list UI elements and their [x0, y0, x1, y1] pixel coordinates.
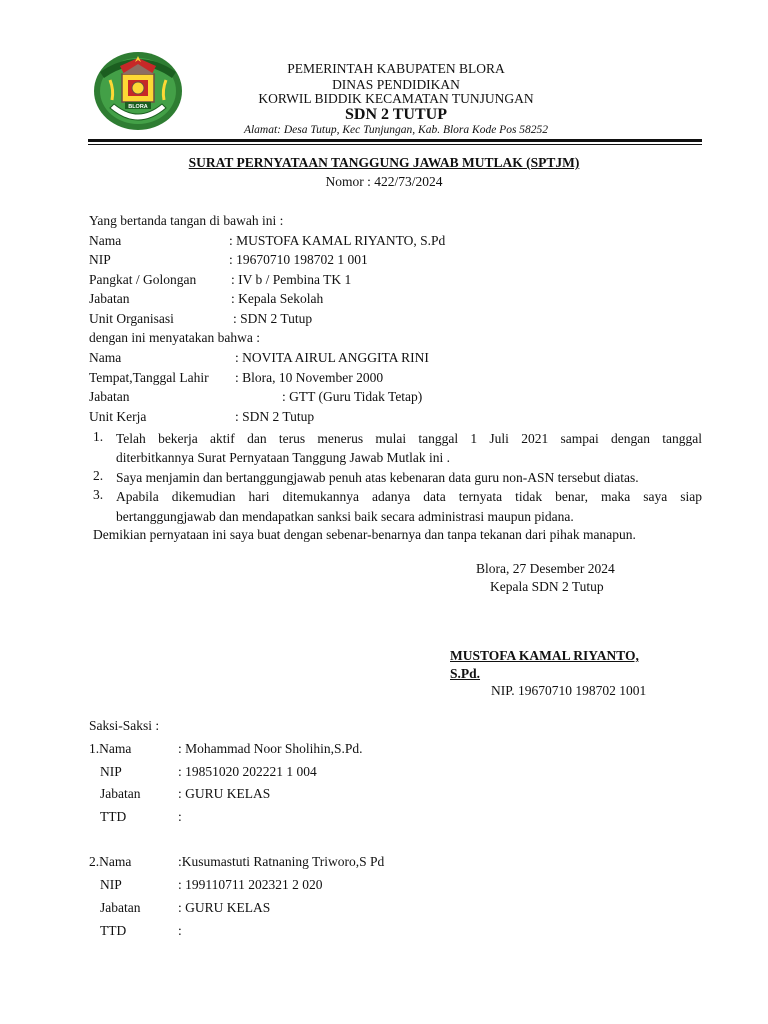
statement-text-line: diterbitkannya Surat Pernyataan Tanggung Jawab Mutlak ini .	[116, 450, 450, 465]
subject-field-label: Tempat,Tanggal Lahir	[89, 370, 209, 385]
signer-field-label: Pangkat / Golongan	[89, 272, 197, 287]
header-school-name: SDN 2 TUTUP	[345, 106, 447, 123]
signature-place-date: Blora, 27 Desember 2024	[476, 561, 615, 576]
statement-text-line: bertanggungjawab dan mendapatkan sanksi baik secara administrasi maupun pidana.	[116, 509, 574, 524]
statement-text-line: Saya menjamin dan bertanggungjawab penuh atas kebenaran data guru non-ASN tersebut diatas.	[116, 470, 639, 485]
witness-jabatan-value: : GURU KELAS	[178, 786, 271, 801]
signatory-nip: NIP. 19670710 198702 1001	[491, 683, 647, 698]
witness-jabatan-label: Jabatan	[100, 786, 141, 801]
subject-field-value: : NOVITA AIRUL ANGGITA RINI	[235, 350, 429, 365]
blora-regency-emblem-logo	[92, 50, 184, 132]
witness-nip-label: NIP	[100, 764, 122, 779]
witness-nip-value: : 19851020 202221 1 004	[178, 764, 317, 779]
statement-number: 1.	[93, 429, 104, 444]
closing-statement: Demikian pernyataan ini saya buat dengan sebenar-benarnya dan tanpa tekanan dari pihak manapun.	[93, 527, 636, 542]
witness-ttd-value: :	[178, 923, 182, 938]
header-district-line: KORWIL BIDDIK KECAMATAN TUNJUNGAN	[258, 91, 534, 106]
header-government-line: PEMERINTAH KABUPATEN BLORA	[287, 61, 505, 76]
statement-text-line: Telah bekerja aktif dan terus menerus mulai tanggal 1 Juli 2021 sampai dengan tanggal	[116, 431, 702, 446]
witness-ttd-value: :	[178, 809, 182, 824]
svg-text:BLORA: BLORA	[128, 104, 148, 110]
witness-ttd-label: TTD	[100, 809, 127, 824]
signature-position: Kepala SDN 2 Tutup	[490, 579, 604, 594]
witness-name-value: :Kusumastuti Ratnaning Triworo,S Pd	[178, 854, 385, 869]
document-number: Nomor : 422/73/2024	[325, 174, 443, 189]
subject-field-value: : SDN 2 Tutup	[235, 409, 315, 424]
statement-number: 2.	[93, 468, 104, 483]
signer-field-label: Nama	[89, 233, 122, 248]
letterhead-rule-thick	[88, 139, 702, 142]
witness-name-label: 2.Nama	[89, 854, 132, 869]
signatory-degree: S.Pd.	[450, 666, 481, 681]
witness-nip-value: : 199110711 202321 2 020	[178, 877, 323, 892]
statement-text-line: Apabila dikemudian hari ditemukannya adanya data ternyata tidak benar, maka saya siap	[116, 489, 702, 504]
declare-intro-text: dengan ini menyatakan bahwa :	[89, 330, 260, 345]
signer-field-value: : MUSTOFA KAMAL RIYANTO, S.Pd	[229, 233, 446, 248]
letterhead-rule-thin	[88, 144, 702, 145]
witness-jabatan-label: Jabatan	[100, 900, 141, 915]
subject-field-value: : GTT (Guru Tidak Tetap)	[282, 389, 423, 404]
signer-field-value: : 19670710 198702 1 001	[229, 252, 368, 267]
signer-field-value: : SDN 2 Tutup	[233, 311, 313, 326]
signer-field-value: : Kepala Sekolah	[231, 291, 324, 306]
witness-nip-label: NIP	[100, 877, 122, 892]
signer-field-value: : IV b / Pembina TK 1	[231, 272, 352, 287]
witness-name-value: : Mohammad Noor Sholihin,S.Pd.	[178, 741, 363, 756]
witness-jabatan-value: : GURU KELAS	[178, 900, 271, 915]
signer-field-label: Unit Organisasi	[89, 311, 174, 326]
subject-field-label: Nama	[89, 350, 122, 365]
witness-ttd-label: TTD	[100, 923, 127, 938]
signatory-name: MUSTOFA KAMAL RIYANTO,	[450, 648, 639, 663]
witness-section-title: Saksi-Saksi :	[89, 718, 160, 733]
header-address: Alamat: Desa Tutup, Kec Tunjungan, Kab. Blora Kode Pos 58252	[243, 124, 549, 136]
witness-name-label: 1.Nama	[89, 741, 132, 756]
subject-field-label: Jabatan	[89, 389, 130, 404]
header-department-line: DINAS PENDIDIKAN	[332, 77, 460, 92]
subject-field-value: : Blora, 10 November 2000	[235, 370, 384, 385]
signer-field-label: Jabatan	[89, 291, 130, 306]
intro-text: Yang bertanda tangan di bawah ini :	[89, 213, 284, 228]
document-title: SURAT PERNYATAAN TANGGUNG JAWAB MUTLAK (SPTJM)	[188, 155, 580, 170]
signer-field-label: NIP	[89, 252, 111, 267]
subject-field-label: Unit Kerja	[89, 409, 147, 424]
statement-number: 3.	[93, 487, 104, 502]
